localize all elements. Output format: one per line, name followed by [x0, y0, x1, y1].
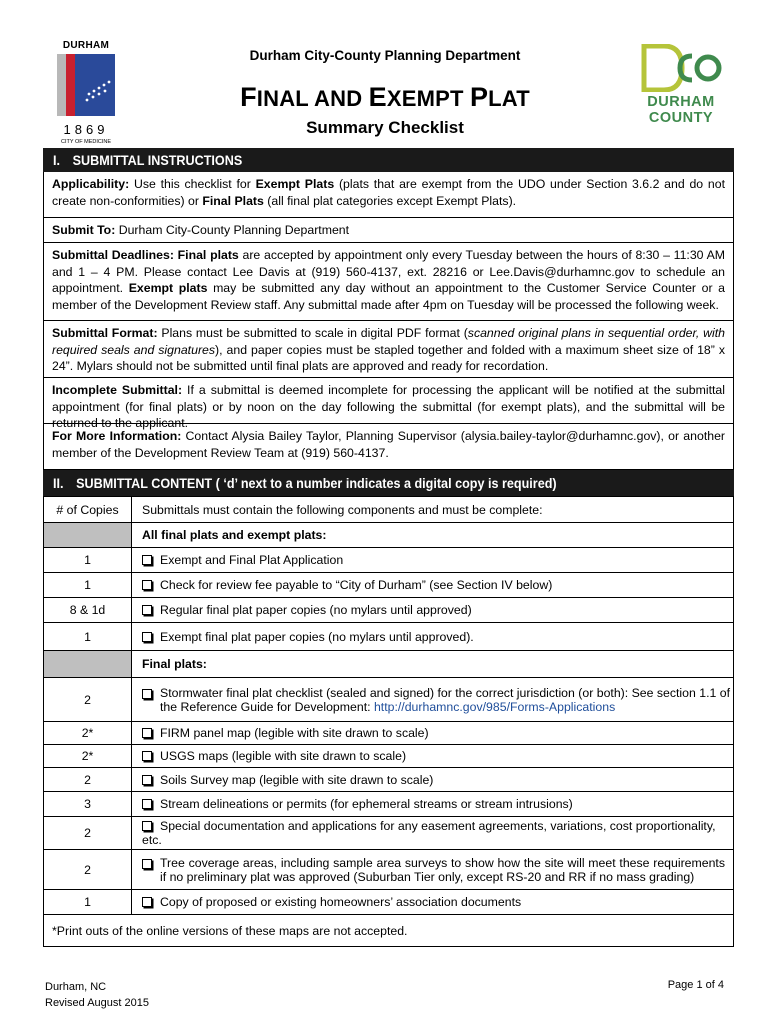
durham-county-logo [636, 44, 726, 140]
section-1-heading: I. SUBMITTAL INSTRUCTIONS [43, 148, 734, 172]
table-row [44, 890, 734, 915]
checkbox-icon[interactable] [142, 632, 152, 642]
table-header-row [44, 497, 734, 523]
group-label: Final plats: [132, 651, 734, 678]
footnote-row [44, 915, 734, 947]
county-wordmark: DURHAM COUNTY [647, 94, 715, 126]
table-row [44, 722, 734, 745]
department-name: Durham City-County Planning Department [249, 48, 521, 63]
checkbox-icon[interactable] [142, 751, 152, 761]
footer-left [45, 979, 149, 1011]
item-cell[interactable]: Exempt and Final Plat Application [132, 548, 734, 573]
item-cell[interactable]: Tree coverage areas, including sample area surveys to show how the site will meet these requirements if no preliminary plat was approved (Suburban Tier only, except RS-20 and RR if no mass grading) [132, 850, 734, 890]
group-row [44, 651, 734, 678]
copies-cell: 1 [44, 890, 132, 915]
dco-mark-icon [636, 44, 726, 92]
item-cell[interactable]: Special documentation and applications for any easement agreements, variations, cost proportionality, etc. [132, 817, 734, 850]
checkbox-icon[interactable] [142, 689, 152, 699]
copies-cell: 8 & 1d [44, 598, 132, 623]
grey-cell [44, 651, 132, 678]
item-cell[interactable]: USGS maps (legible with site drawn to scale) [132, 745, 734, 768]
item-cell[interactable]: Regular final plat paper copies (no mylars until approved) [132, 598, 734, 623]
section-2-heading: II. SUBMITTAL CONTENT ( ‘d’ next to a number indicates a digital copy is required) [43, 470, 734, 496]
deadlines-block: Submittal Deadlines: Final plats are accepted by appointment only every Tuesday between the hours of 8:30 – 11:30 AM and 1 – 4 PM. Please contact Lee Davis at (919) 560-4137, ext. 28216 or Lee.Davis@durhamnc.gov to schedule an appointment. Exempt plats may be submitted any day without an appointment to the Customer Service Counter or a member of the Development Review staff. Any submittal made after 4pm on Tuesday will be processed the following week. [43, 243, 734, 321]
submittal-content-table [43, 496, 734, 947]
item-cell[interactable]: FIRM panel map (legible with site drawn to scale) [132, 722, 734, 745]
table-row [44, 678, 734, 722]
checkbox-icon[interactable] [142, 859, 152, 869]
submit-to-block: Submit To: Durham City-County Planning Department [43, 218, 734, 243]
group-label: All final plats and exempt plats: [132, 523, 734, 548]
footer-location: Durham, NC [45, 981, 107, 993]
checkbox-icon[interactable] [142, 821, 152, 831]
item-cell[interactable]: Check for review fee payable to “City of Durham” (see Section IV below) [132, 573, 734, 598]
checkbox-icon[interactable] [142, 728, 152, 738]
copies-cell: 2* [44, 722, 132, 745]
table-row [44, 792, 734, 817]
checkbox-icon[interactable] [142, 775, 152, 785]
logo-year: 1869 [63, 122, 109, 137]
page-subtitle: Summary Checklist [306, 118, 464, 137]
table-row [44, 598, 734, 623]
checkbox-icon[interactable] [142, 580, 152, 590]
table-row [44, 817, 734, 850]
checkbox-icon[interactable] [142, 897, 152, 907]
item-cell[interactable]: Stream delineations or permits (for ephemeral streams or stream intrusions) [132, 792, 734, 817]
copies-cell: 2* [44, 745, 132, 768]
table-row [44, 745, 734, 768]
group-row [44, 523, 734, 548]
copies-cell: 3 [44, 792, 132, 817]
copies-cell: 1 [44, 623, 132, 651]
col-description-header: Submittals must contain the following components and must be complete: [132, 497, 734, 523]
checkbox-icon[interactable] [142, 555, 152, 565]
applicability-block: Applicability: Use this checklist for Exempt Plats (plats that are exempt from the UDO under Section 3.6.2 and do not create non-conformities) or Final Plats (all final plat categories except Exempt Plats). [43, 172, 734, 218]
table-row [44, 623, 734, 651]
forms-link[interactable]: http://durhamnc.gov/985/Forms-Applications [373, 699, 616, 714]
table-row [44, 850, 734, 890]
table-row [44, 573, 734, 598]
copies-cell: 2 [44, 850, 132, 890]
format-block: Submittal Format: Plans must be submitted to scale in digital PDF format (scanned original plans in sequential order, with required seals and signatures), and paper copies must be stapled together and folded with a maximum sheet size of 18” x 24”. Mylars should not be submitted until final plats are approved and ready for recordation. [43, 321, 734, 378]
grey-cell [44, 523, 132, 548]
logo-city-name: DURHAM [62, 40, 110, 51]
more-info-block: For More Information: Contact Alysia Bailey Taylor, Planning Supervisor (alysia.bailey-taylor@durhamnc.gov), or another member of the Development Review Team at (919) 560-4137. [43, 424, 734, 470]
incomplete-block: Incomplete Submittal: If a submittal is deemed incomplete for processing the applicant will be notified at the submittal appointment (for final plats) or by noon on the day following the submittal (for exempt plats), and the submittal will be returned to the applicant. [43, 378, 734, 424]
copies-cell: 2 [44, 678, 132, 722]
page-title: FINAL AND EXEMPT PLAT [240, 82, 530, 112]
footer-revised: Revised August 2015 [45, 997, 149, 1009]
item-cell[interactable]: Copy of proposed or existing homeowners’ association documents [132, 890, 734, 915]
page-number: Page 1 of 4 [667, 979, 724, 991]
item-cell[interactable]: Stormwater final plat checklist (sealed and signed) for the correct jurisdiction (or both): See section 1.1 of the Reference Guide for Development: http://durhamnc.gov/985/Forms-Applications [132, 678, 734, 722]
item-cell[interactable]: Soils Survey map (legible with site drawn to scale) [132, 768, 734, 792]
checkbox-icon[interactable] [142, 605, 152, 615]
table-row [44, 768, 734, 792]
copies-cell: 1 [44, 548, 132, 573]
col-copies-header: # of Copies [44, 497, 132, 523]
copies-cell: 2 [44, 768, 132, 792]
copies-cell: 2 [44, 817, 132, 850]
footnote: *Print outs of the online versions of these maps are not accepted. [44, 915, 734, 947]
checkbox-icon[interactable] [142, 799, 152, 809]
table-row [44, 548, 734, 573]
logo-motto: CITY OF MEDICINE [60, 139, 111, 145]
item-cell[interactable]: Exempt final plat paper copies (no mylars until approved). [132, 623, 734, 651]
copies-cell: 1 [44, 573, 132, 598]
